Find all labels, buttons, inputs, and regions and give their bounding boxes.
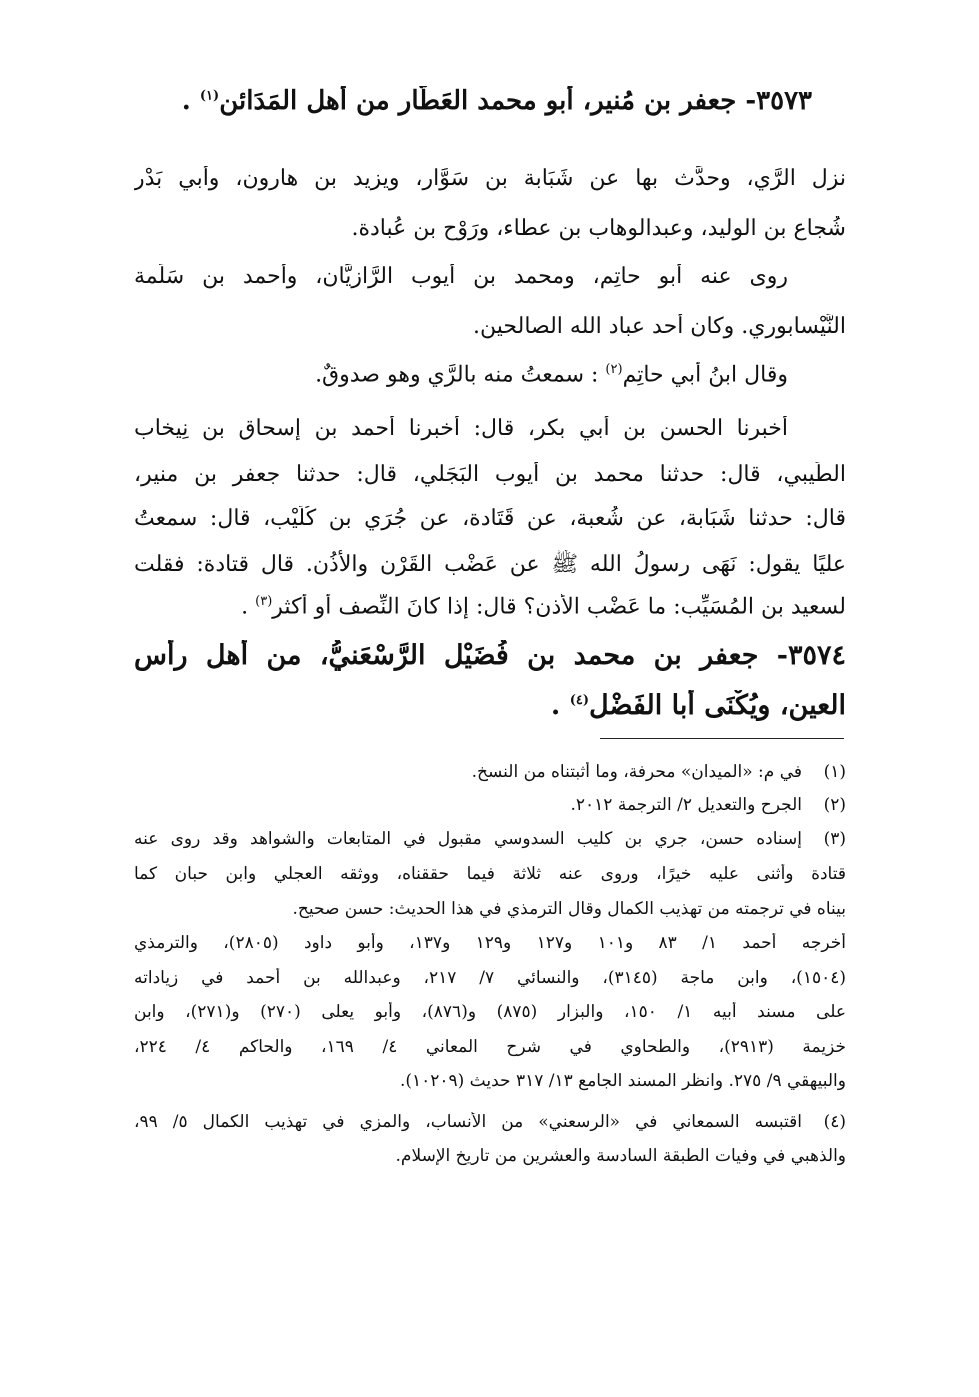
hadith-line: أخبرنا الحسن بن أبي بكر، قال: أخبرنا أحمد بن إسحاق بن نِيخاب [134,416,788,441]
footnote-2 [134,795,846,815]
footnote-number: (٤) [823,1112,846,1132]
entry-3574-heading: ٣٥٧٤- جعفر بن محمد بن فُضَيْل الرَّسْعَنيُّ، من أهل رأس [134,640,846,671]
footnote-number: (٣) [823,829,846,849]
footnote-3-line: خزيمة (٢٩١٣)، والطحاوي في شرح المعاني ٤/ ١٦٩، والحاكم ٤/ ٢٢٤، [134,1037,846,1057]
footnote-ref-4: (٤) [569,693,590,708]
footnote-3-line: (١٥٠٤)، وابن ماجة (٣١٤٥)، والنسائي ٧/ ٢١٧، وعبدالله بن أحمد في زياداته [134,968,846,988]
entry-3573-title-end: . [181,86,200,116]
entry-3574-text: العين، ويُكْنَى أبا الفَضْل [589,690,846,721]
footnote-number: (١) [823,762,846,782]
footnote-3-line: والبيهقي ٩/ ٢٧٥. وانظر المسند الجامع ١٣/ ٣١٧ حديث (١٠٢٠٩). [399,1071,846,1091]
entry-3574-end: . [550,690,570,721]
footnote-4-line: والذهبي في وفيات الطبقة السادسة والعشرين من تاريخ الإسلام. [395,1146,846,1166]
footnote-1 [134,762,846,782]
paragraph-line: النَّيْسابوري. وكان أحد عباد الله الصالحين. [473,314,846,339]
footnote-3 [134,829,846,849]
paragraph-line: نزل الرَّي، وحدَّث بها عن شَبَابة بن سَوَّار، ويزيد بن هارون، وأبي بَدْر [134,166,846,191]
paragraph-line: شُجاع بن الوليد، وعبدالوهاب بن عطاء، ورَوْح بن عُبادة. [351,216,846,241]
hadith-line: الطِّيبي، قال: حدثنا محمد بن أيوب البَجَلي، قال: حدثنا جعفر بن منير، [134,462,846,487]
entry-3573-title: ٣٥٧٣- جعفر بن مُنير، أبو محمد العَطَّار من أهل المَدَائن [219,86,812,116]
paragraph-line: روى عنه أبو حاتِم، ومحمد بن أيوب الرَّازِيَّان، وأحمد بن سَلَمة [134,264,788,289]
hadith-text-a: لسعيد بن المُسَيِّب: ما عَضْب الأذن؟ قال: إذا كانَ النِّصف أو أكثر [272,594,846,620]
footnote-ref-3: (٣) [255,594,273,609]
quote-text-a: وقال ابنُ أبي حاتِم [622,362,788,388]
footnote-text: الجرح والتعديل ٢/ الترجمة ٢٠١٢. [570,795,802,815]
footnote-3-line: بيناه في ترجمته من تهذيب الكمال وقال الترمذي في هذا الحديث: حسن صحيح. [292,899,846,919]
quote-text-b: : سمعتُ منه بالرَّي وهو صدوقٌ. [315,362,606,388]
footnote-4 [134,1112,846,1132]
footnote-ref-1: (١) [199,88,220,104]
footnote-ref-2: (٢) [605,362,623,377]
hadith-line [134,594,846,619]
footnote-text: اقتبسه السمعاني في «الرسعني» من الأنساب، والمزي في تهذيب الكمال ٥/ ٩٩، [134,1112,802,1132]
hadith-line: قال: حدثنا شَبَابة، عن شُعبة، عن قَتَادة، عن جُرَي بن كُلَيْب، قال: سمعتُ [134,506,846,531]
footnote-3-line: أخرجه أحمد ١/ ٨٣ و١٠١ و١٢٧ و١٢٩ و١٣٧، وأبو داود (٢٨٠٥)، والترمذي [134,933,846,953]
footnote-number: (٢) [823,795,846,815]
hadith-text-end: . [241,594,256,620]
footnote-divider [600,738,844,739]
entry-3573-heading [180,86,812,116]
footnote-text: إسناده حسن، جري بن كليب السدوسي مقبول في المتابعات والشواهد وقد روى عنه [134,829,802,849]
footnote-3-line: قتادة وأثنى عليه خيرًا، وروى عنه ثلاثة فيما حققناه، ووثقه العجلي وابن حبان كما [134,864,846,884]
footnote-3-line: على مسند أبيه ١/ ١٥٠، والبزار (٨٧٥) و(٨٧٦)، وأبو يعلى (٢٧٠) و(٢٧١)، وابن [134,1002,846,1022]
quote-line [134,362,788,387]
hadith-line: عليًا يقول: نَهَى رسولُ الله ﷺ عن عَضْب القَرْن والأُذُن. قال قتادة: فقلت [134,552,846,577]
footnote-text: في م: «الميدان» محرفة، وما أثبتناه من النسخ. [471,762,802,782]
entry-3574-heading-line2 [134,690,846,721]
